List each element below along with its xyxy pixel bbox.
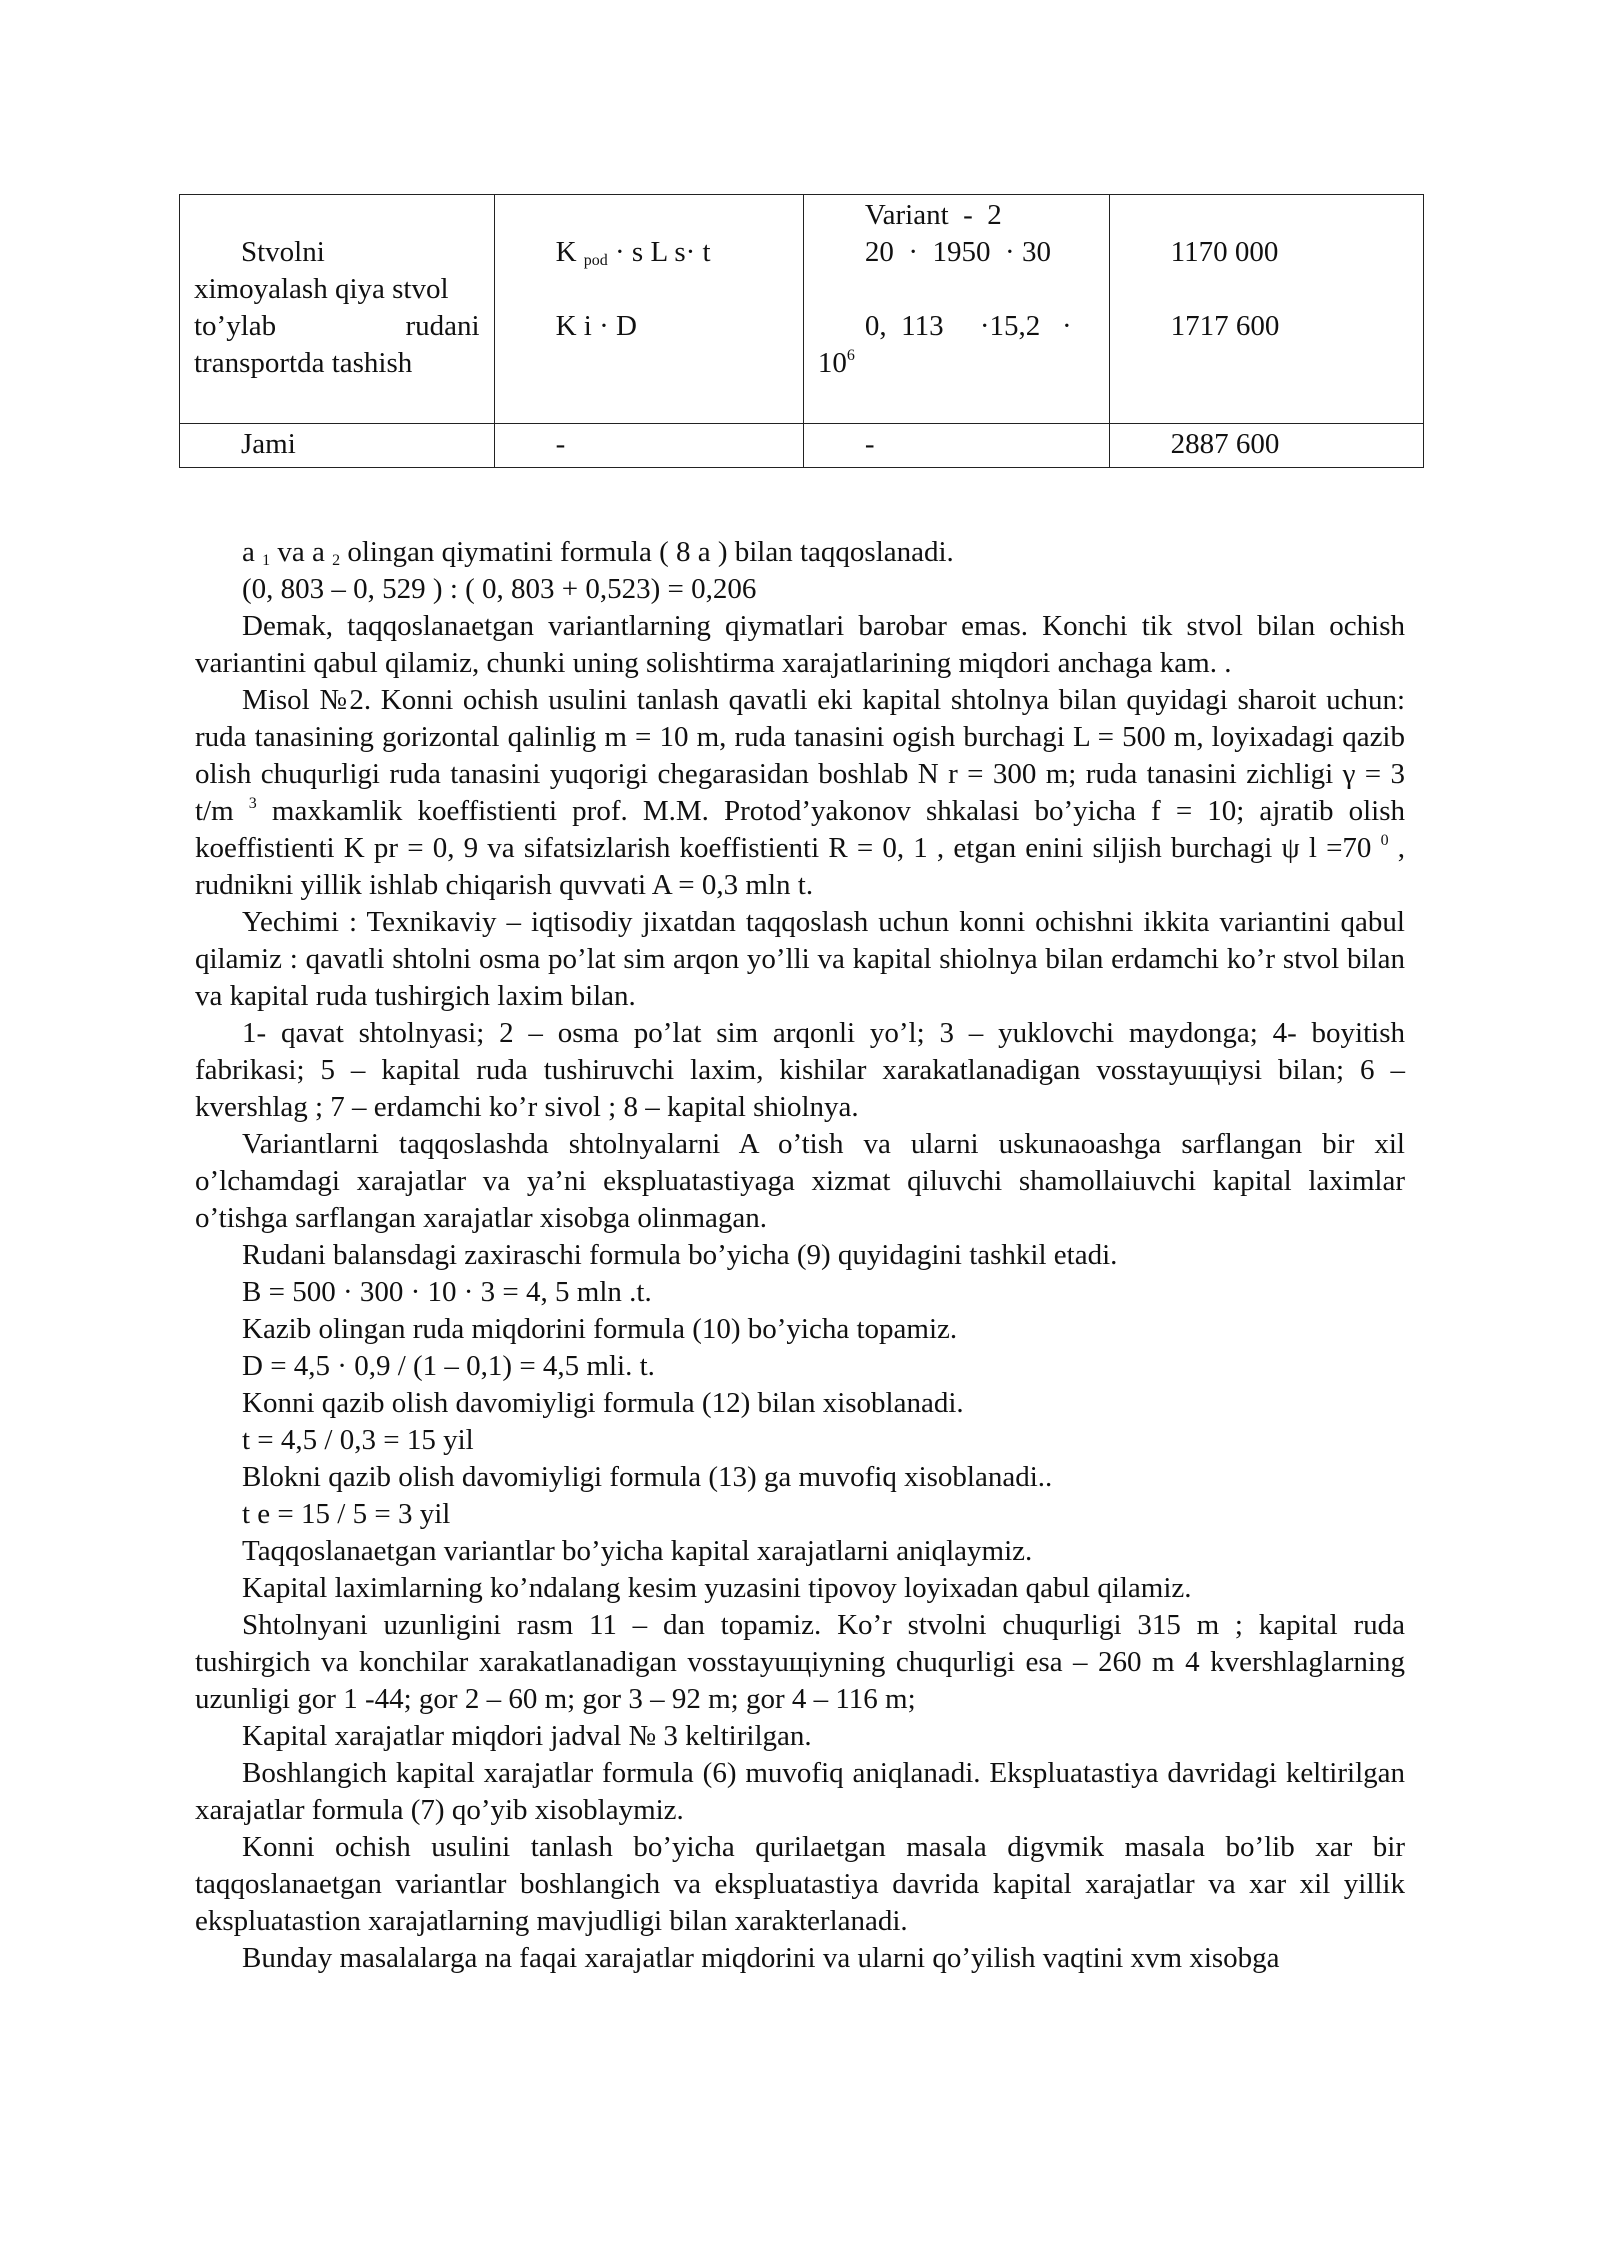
paragraph: Variantlarni taqqoslashda shtolnyalarni A o’tish va ularni uskunaoashga sarflangan bir xil o’lchamdagi xarajatlar va ya’ni ekspluatastiyaga xizmat qiluvchi shamollaiuvchi kapital laximlar o’tishga sarflangan xarajatlar xisobga olinmagan. xyxy=(195,1128,1405,1234)
row-name-line: transportda tashish xyxy=(194,347,413,379)
value-line: 1717 600 xyxy=(1170,310,1280,342)
paragraph: (0, 803 – 0, 529 ) : ( 0, 803 + 0,523) = 0,206 xyxy=(242,573,757,605)
paragraph: Shtolnyani uzunligini rasm 11 – dan topamiz. Ko’r stvolni chuqurligi 315 m ; kapital ruda tushirgich va konchilar xarakatlanadigan vosstayuщiyning chuqurligi esa – 260 m 4 kvershlaglarning uzunligi gor 1 -44; gor 2 – 60 m; gor 3 – 92 m; gor 4 – 116 m; xyxy=(195,1609,1405,1715)
paragraph: Misol №2. Konni ochish usulini tanlash qavatli eki kapital shtolnya bilan quyidagi sharoit uchun: ruda tanasining gorizontal qalinlig m = 10 m, ruda tanasini ogish burchagi L = 500 m, loyixadagi qazib olish chuqurligi ruda tanasini yuqorigi chegarasidan boshlab N r = 300 m; ruda tanasini zichligi γ = 3 t/m $^3$ maxkamlik koeffistienti prof. M.M. Protod’yakonov shkalasi bo’yicha f = 10; ajratib olish koeffistienti K pr = 0, 9 va sifatsizlarish koeffistienti R = 0, 1 , etgan enini siljish burchagi ψ l =70 $^0$ , rudnikni yillik ishlab chiqarish quvvati A = 0,3 mln t. xyxy=(195,684,1406,901)
paragraph: Rudani balansdagi zaxiraschi formula bo’yicha (9) quyidagini tashkil etadi. xyxy=(242,1239,1118,1271)
paragraph: B = 500 · 300 · 10 · 3 = 4, 5 mln .t. xyxy=(242,1276,652,1308)
value-line: 1170 000 xyxy=(1170,236,1279,268)
table-cell-calc xyxy=(803,195,1109,424)
paragraph: Bunday masalalarga na faqai xarajatlar miqdorini va ularni qo’yilish vaqtini xvm xisobga xyxy=(242,1942,1280,1974)
paragraph: t e = 15 / 5 = 3 yil xyxy=(242,1498,451,1530)
paragraph: 1- qavat shtolnyasi; 2 – osma po’lat sim arqonli yo’l; 3 – yuklovchi maydonga; 4- boyitish fabrikasi; 5 – kapital ruda tushiruvchi laxim, kishilar xarakatlanadigan vosstayuщiysi bilan; 6 – kvershlag ; 7 – erdamchi ko’r sivol ; 8 – kapital shiolnya. xyxy=(195,1017,1405,1123)
total-col3: - xyxy=(803,424,1109,468)
paragraph: Boshlangich kapital xarajatlar formula (6) muvofiq aniqlanadi. Ekspluatastiya davridagi keltirilgan xarajatlar formula (7) qo’yib xisoblaymiz. xyxy=(195,1757,1405,1826)
row-name-line: Stvolni xyxy=(241,236,325,268)
paragraph: Kazib olingan ruda miqdorini formula (10) bo’yicha topamiz. xyxy=(242,1313,958,1345)
calc-line: 0, 113 ·15,2 · xyxy=(864,310,1072,342)
paragraph: Konni ochish usulini tanlash bo’yicha qurilaetgan masala digvmik masala bo’lib xar bir taqqoslanaetgan variantlar boshlangich va ekspluatastiya davrida kapital xarajatlar va xar xil yillik ekspluatastion xarajatlarning mavjudligi bilan xarakterlanadi. xyxy=(195,1831,1405,1937)
paragraph: Taqqoslanaetgan variantlar bo’yicha kapital xarajatlarni aniqlaymiz. xyxy=(242,1535,1033,1567)
table-row-total xyxy=(180,424,1424,468)
table-cell-value xyxy=(1109,195,1423,424)
row-name-line: to’ylab rudani xyxy=(194,310,480,342)
paragraph: Blokni qazib olish davomiyligi formula (13) ga muvofiq xisoblanadi.. xyxy=(242,1461,1053,1493)
row-name-line: ximoyalash qiya stvol xyxy=(194,273,449,305)
total-label: Jami xyxy=(180,424,495,468)
paragraph: Yechimi : Texnikaviy – iqtisodiy jixatdan taqqoslash uchun konni ochishni ikkita variantini qabul qilamiz : qavatli shtolni osma po’lat sim arqon yo’lli va kapital shiolnya bilan erdamchi ko’r stvol bilan va kapital ruda tushirgich laxim bilan. xyxy=(195,906,1405,1012)
formula-line: K $_{pod}$ · s L s· t xyxy=(555,236,711,269)
table-cell-name xyxy=(180,195,495,424)
body-text xyxy=(195,534,1405,1977)
calc-line: $10^6$ xyxy=(817,347,855,379)
paragraph: Konni qazib olish davomiyligi formula (12) bilan xisoblanadi. xyxy=(242,1387,964,1419)
paragraph: a $_1$ va a $_2$ olingan qiymatini formula ( 8 a ) bilan taqqoslanadi. xyxy=(242,536,954,569)
total-value: 2887 600 xyxy=(1109,424,1423,468)
calc-line: 20 · 1950 · 30 xyxy=(864,236,1051,268)
cost-table xyxy=(179,194,1424,468)
formula-line: K i · D xyxy=(555,310,637,342)
paragraph: Kapital xarajatlar miqdori jadval № 3 keltirilgan. xyxy=(242,1720,812,1752)
paragraph: D = 4,5 · 0,9 / (1 – 0,1) = 4,5 mli. t. xyxy=(242,1350,655,1382)
table-row xyxy=(180,195,1424,424)
total-col2: - xyxy=(494,424,803,468)
paragraph: Kapital laximlarning ko’ndalang kesim yuzasini tipovoy loyixadan qabul qilamiz. xyxy=(242,1572,1192,1604)
paragraph: t = 4,5 / 0,3 = 15 yil xyxy=(242,1424,474,1456)
variant-label: Variant - 2 xyxy=(864,199,1002,231)
paragraph: Demak, taqqoslanaetgan variantlarning qiymatlari barobar emas. Konchi tik stvol bilan ochish variantini qabul qilamiz, chunki uning solishtirma xarajatlarining miqdori anchaga kam. . xyxy=(195,610,1405,679)
table-cell-formula xyxy=(494,195,803,424)
